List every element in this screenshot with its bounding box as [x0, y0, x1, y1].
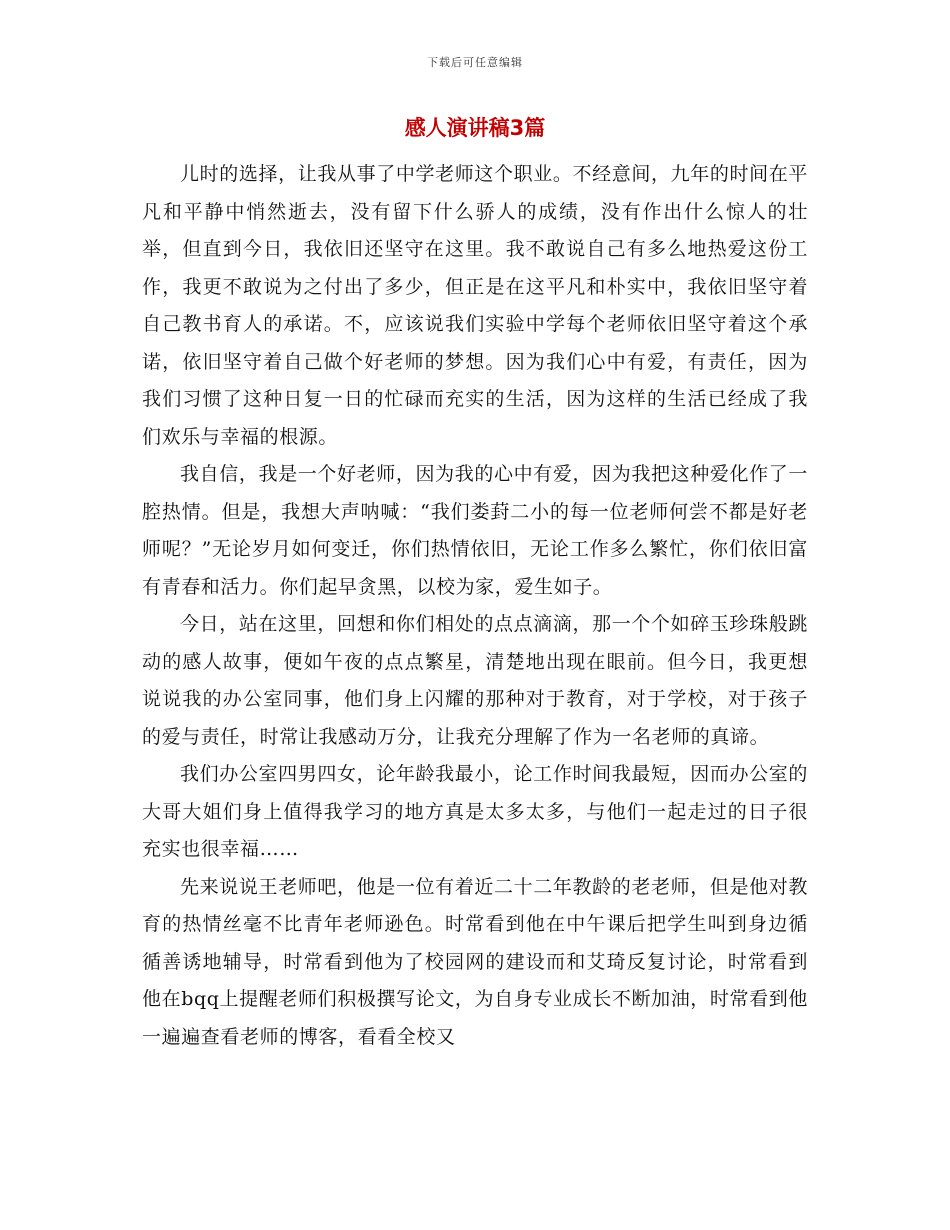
paragraph-1: 儿时的选择，让我从事了中学老师这个职业。不经意间，九年的时间在平凡和平静中悄然逝去，没有留下什么骄人的成绩，没有作出什么惊人的壮举，但直到今日，我依旧还坚守在这里。我不敢说自己有多么地热爱这份工作，我更不敢说为之付出了多少，但正是在这平凡和朴实中，我依旧坚守着自己教书育人的承诺。不，应该说我们实验中学每个老师依旧坚守着这个承诺，依旧坚守着自己做个好老师的梦想。因为我们心中有爱，有责任，因为我们习惯了这种日复一日的忙碌而充实的生活，因为这样的生活已经成了我们欢乐与幸福的根源。 — [142, 163, 808, 448]
document-body — [142, 156, 808, 1056]
paragraph-4: 我们办公室四男四女，论年龄我最小，论工作时间我最短，因而办公室的大哥大姐们身上值得我学习的地方真是太多太多，与他们一起走过的日子很充实也很幸福…… — [142, 763, 808, 860]
paragraph-5: 先来说说王老师吧，他是一位有着近二十二年教龄的老老师，但是他对教育的热情丝毫不比青年老师逊色。时常看到他在中午课后把学生叫到身边循循善诱地辅导，时常看到他为了校园网的建设而和艾琦反复讨论，时常看到他在bqq上提醒老师们积极撰写论文，为自身专业成长不断加油，时常看到他一遍遍查看老师的博客，看看全校又 — [142, 875, 808, 1048]
paragraph-2: 我自信，我是一个好老师，因为我的心中有爱，因为我把这种爱化作了一腔热情。但是，我想大声呐喊：“我们娄葑二小的每一位老师何尝不都是好老师呢？”无论岁月如何变迁，你们热情依旧，无论工作多么繁忙，你们依旧富有青春和活力。你们起早贪黑，以校为家，爱生如子。 — [142, 463, 808, 598]
document-title: 感人演讲稿3篇 — [404, 116, 546, 140]
header-note: 下载后可任意编辑 — [427, 56, 523, 69]
paragraph-3: 今日，站在这里，回想和你们相处的点点滴滴，那一个个如碎玉珍珠般跳动的感人故事，便如午夜的点点繁星，清楚地出现在眼前。但今日，我更想说说我的办公室同事，他们身上闪耀的那种对于教育，对于学校，对于孩子的爱与责任，时常让我感动万分，让我充分理解了作为一名老师的真谛。 — [142, 613, 808, 748]
